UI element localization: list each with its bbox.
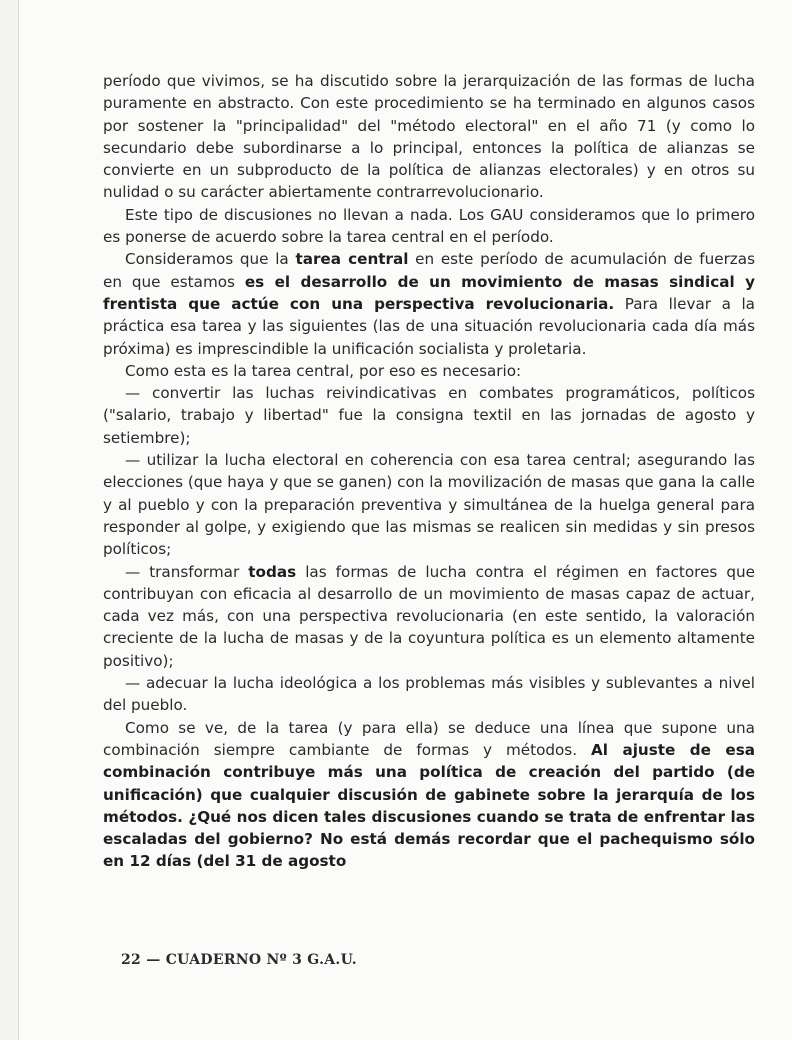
body-text [103, 70, 755, 873]
paragraph-4: Como esta es la tarea central, por eso es necesario: [125, 361, 522, 380]
list-item-3-emphasis-todas: todas [248, 562, 297, 581]
list-item-4: — adecuar la lucha ideológica a los problemas más visibles y sublevantes a nivel del pueblo. [103, 674, 755, 715]
paragraph-3 [103, 248, 755, 359]
paragraph-3-emphasis-tarea-central: tarea central [295, 250, 409, 269]
list-item-3 [103, 561, 755, 672]
paragraph-3-emphasis-desarrollo: es el desarrollo de un movimiento de masas sindical y frentista que actúe con una perspectiva revolucionaria. [103, 272, 755, 313]
paragraph-3-text-e: Para llevar a la práctica esa tarea y las siguientes (las de una situación revolucionaria cada día más próxima) es imprescindible la unificación socialista y proletaria. [103, 294, 755, 358]
document-page [18, 0, 792, 1040]
list-item-2: — utilizar la lucha electoral en coherencia con esa tarea central; asegurando las elecciones (que haya y que se ganen) con la movilización de masas que gana la calle y al pueblo y con la preparación preventiva y simultánea de la huelga general para responder al golpe, y exigiendo que las mismas se realicen sin medidas y sin presos políticos; [103, 451, 755, 559]
paragraph-3-text-c: en este período de acumulación de fuerzas en que estamos [103, 250, 756, 291]
page-footer: 22 — CUADERNO Nº 3 G.A.U. [121, 952, 357, 968]
list-item-3-text-c: las formas de lucha contra el régimen en factores que contribuyan con eficacia al desarrollo de un movimiento de masas capaz de actuar, cada vez más, con una perspectiva revolucionaria (en este sentido, la valoración creciente de la lucha de masas y de la coyuntura política es un elemento altamente positivo); [103, 562, 755, 670]
paragraph-2: Este tipo de discusiones no llevan a nada. Los GAU consideramos que lo primero es ponerse de acuerdo sobre la tarea central en el período. [103, 205, 755, 247]
paragraph-9 [103, 717, 755, 873]
paragraph-9-text-a: Como se ve, de la tarea (y para ella) se deduce una línea que supone una combinación siempre cambiante de formas y métodos. [103, 718, 755, 759]
paragraph-3-text-a: Consideramos que la [125, 250, 296, 269]
list-item-3-text-a: — transformar [125, 562, 249, 581]
list-item-1: — convertir las luchas reivindicativas en combates programáticos, políticos ("salario, trabajo y libertad" fue la consigna textil en las jornadas de agosto y setiembre); [103, 384, 755, 447]
paragraph-9-emphasis: Al ajuste de esa combinación contribuye más una política de creación del partido (de unificación) que cualquier discusión de gabinete sobre la jerarquía de los métodos. ¿Qué nos dicen tales discusiones cuando se trata de enfrentar las escaladas del gobierno? No está demás recordar que el pachequismo sólo en 12 días (del 31 de agosto [103, 740, 755, 871]
paragraph-1: período que vivimos, se ha discutido sobre la jerarquización de las formas de lucha puramente en abstracto. Con este procedimiento se ha terminado en algunos casos por sostener la "principalidad" del "método electoral" en el año 71 (y como lo secundario debe subordinarse a lo principal, entonces la política de alianzas se convierte en un subproducto de la política de alianzas electorales) y en otros su nulidad o su carácter abiertamente contrarrevolucionario. [103, 72, 755, 202]
